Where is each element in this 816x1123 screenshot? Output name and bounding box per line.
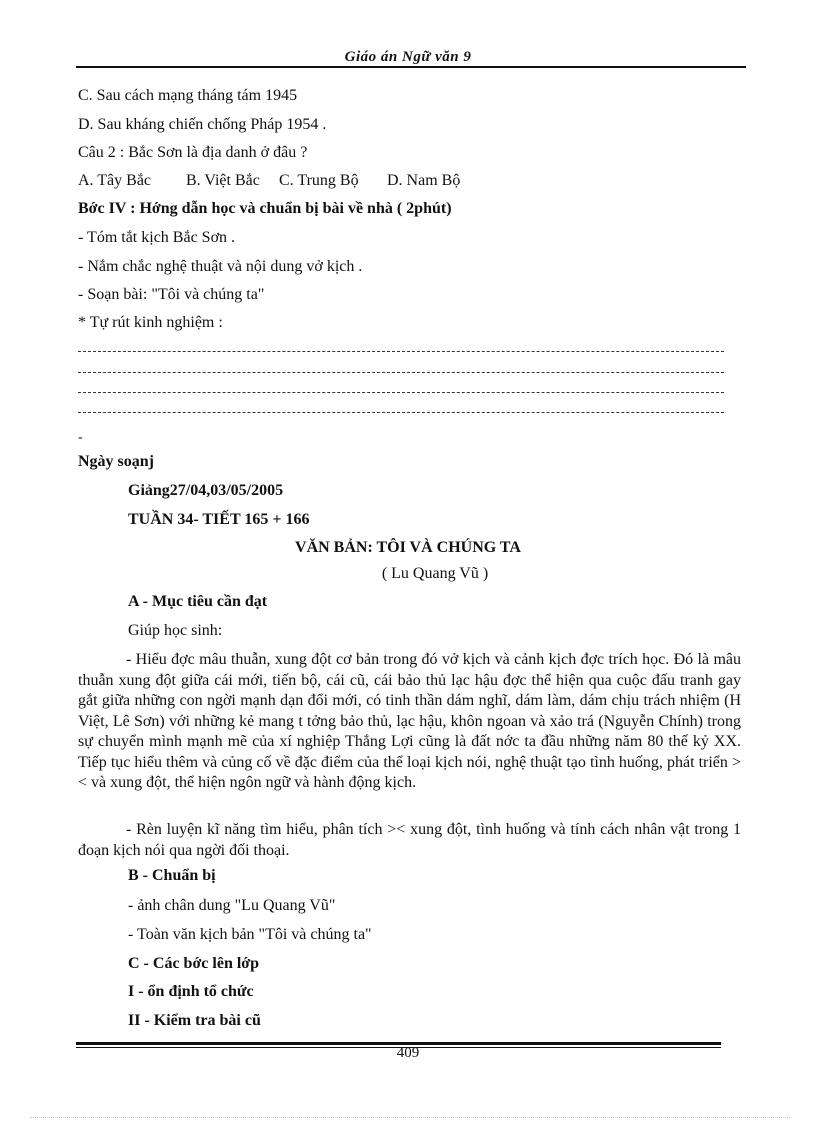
section-c-step-2: II - Kiểm tra bài cũ	[128, 1012, 261, 1029]
homework-item: - Nắm chắc nghệ thuật và nội dung vở kịch .	[78, 258, 363, 275]
quiz-question-2: Câu 2 : Bắc Sơn là địa danh ở đâu ?	[78, 144, 308, 161]
section-a-intro: Giúp học sinh:	[128, 622, 223, 639]
section-a-heading: A - Mục tiêu cần đạt	[128, 593, 268, 610]
choice-d: D. Nam Bộ	[387, 172, 461, 189]
section-a-paragraph-2: - Rèn luyện kĩ năng tìm hiểu, phân tích >< xung đột, tình huống và tính cách nhân vật trong 1 đoạn kịch nói qua ngời đối thoại.	[78, 821, 741, 859]
section-b-item: - ảnh chân dung "Lu Quang Vũ"	[128, 897, 336, 914]
choice-b: B. Việt Bắc	[186, 172, 260, 189]
dashed-line	[78, 412, 724, 413]
dashed-line	[78, 351, 724, 352]
dashed-line	[78, 392, 724, 393]
choice-a: A. Tây Bắc	[78, 172, 152, 189]
week-lesson: TUẦN 34- TIẾT 165 + 166	[128, 511, 310, 528]
date-prepared: Ngày soạnj	[78, 453, 155, 470]
homework-item: - Soạn bài: "Tôi và chúng ta"	[78, 286, 265, 303]
header-rule	[76, 66, 746, 68]
section-b-item: - Toàn văn kịch bản "Tôi và chúng ta"	[128, 926, 372, 943]
dashed-line	[78, 372, 724, 373]
section-a-paragraph-1: - Hiểu đợc mâu thuẫn, xung đột cơ bản trong đó vở kịch và cảnh kịch đợc trích học. Đó là mâu thuẫn xung đột giữa cái mới, tiến bộ, cái cũ, cái bảo thủ lạc hậu đợc thể hiện qua cuộc đấu tranh gay gắt giữa những con ngời mạnh dạn đổi mới, có tinh thần dám nghĩ, dám làm, dám chịu trách nhiệm (H Việt, Lê Sơn) với những kẻ mang t tởng bảo thủ, lạc hậu, khôn ngoan và xảo trá (Nguyễn Chính) trong sự chuyển mình mạnh mẽ của xí nghiệp Thắng Lợi cũng là đất nớc ta đầu những năm 80 thế kỷ XX. Tiếp tục hiểu thêm và củng cố về đặc điểm của thể loại kịch nói, nghệ thuật tạo tình huống, phát triển >< và xung đột, thể hiện ngôn ngữ và hành động kịch.	[78, 651, 741, 791]
page-bottom-edge	[30, 1117, 790, 1118]
section-c-step-1: I - ổn định tổ chức	[128, 983, 254, 1000]
date-taught: Giảng27/04,03/05/2005	[128, 482, 284, 499]
lesson-title: VĂN BẢN: TÔI VÀ CHÚNG TA	[295, 539, 521, 556]
quiz-option-d: D. Sau kháng chiến chống Pháp 1954 .	[78, 116, 327, 133]
quiz-option-c: C. Sau cách mạng tháng tám 1945	[78, 87, 298, 104]
header-title: Giáo án Ngữ văn 9	[344, 49, 472, 65]
lesson-author: ( Lu Quang Vũ )	[381, 565, 489, 582]
choice-c: C. Trung Bộ	[279, 172, 359, 189]
page-number: 409	[396, 1045, 420, 1061]
quiz-choices	[78, 172, 460, 190]
trailing-dash: -	[78, 430, 83, 445]
experience-note: * Tự rút kinh nghiệm :	[78, 314, 223, 331]
homework-item: - Tóm tắt kịch Bắc Sơn .	[78, 229, 236, 246]
section-c-heading: C - Các bớc lên lớp	[128, 955, 260, 972]
section-b-heading: B - Chuẩn bị	[128, 867, 216, 884]
homework-heading: Bớc IV : Hớng dẫn học và chuẩn bị bài về nhà ( 2phút)	[78, 200, 452, 217]
